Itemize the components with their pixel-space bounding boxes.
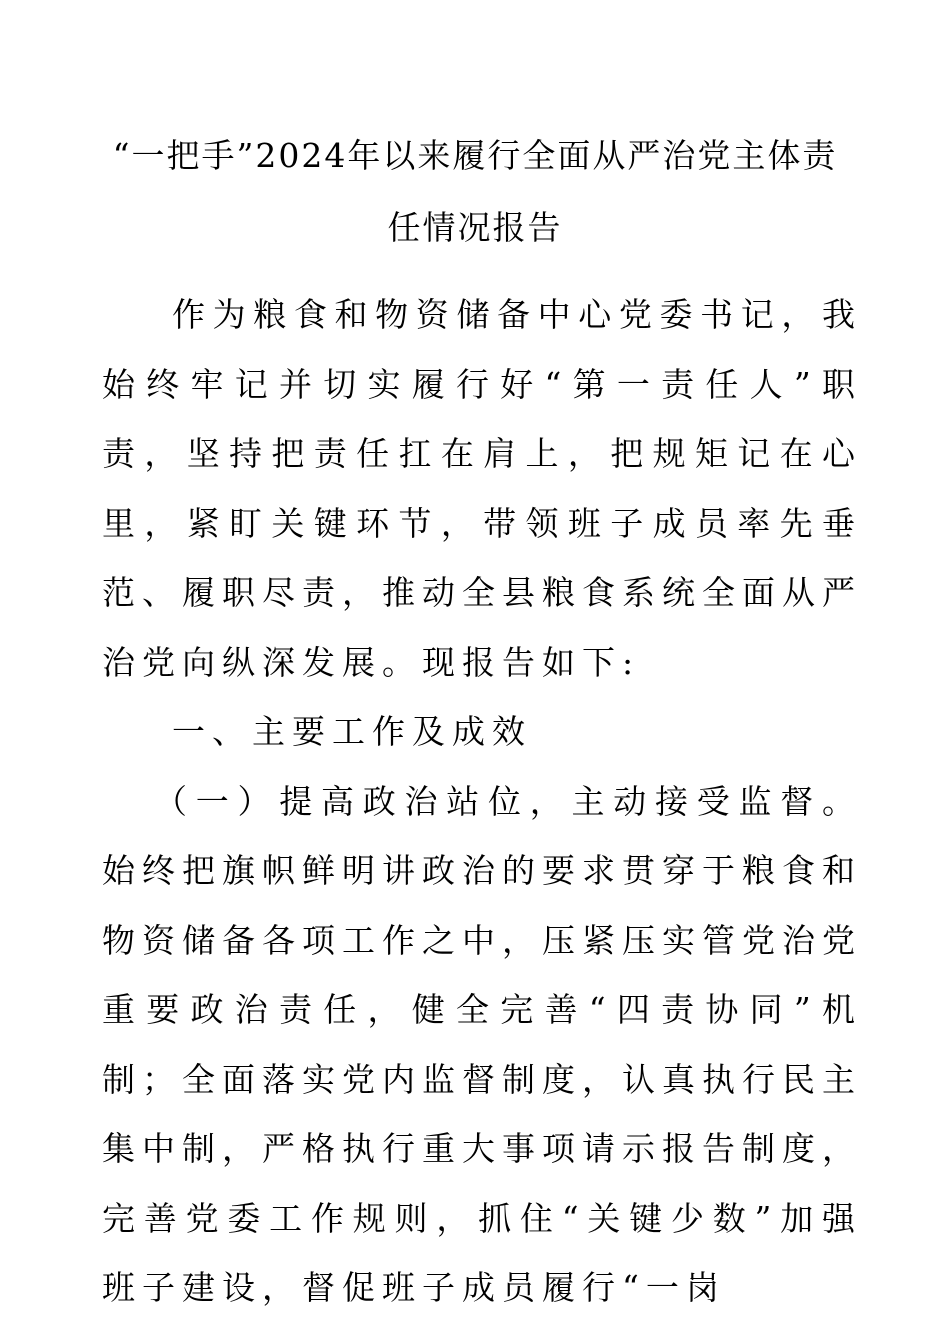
document-body <box>102 280 862 1323</box>
intro-paragraph: 作为粮食和物资储备中心党委书记，我始终牢记并切实履行好“第一责任人”职责，坚持把责任扛在肩上，把规矩记在心里，紧盯关键环节，带领班子成员率先垂范、履职尽责，推动全县粮食系统全面从严治党向纵深发展。现报告如下: <box>102 295 862 682</box>
subsection-paragraph: （一）提高政治站位，主动接受监督。始终把旗帜鲜明讲政治的要求贯穿于粮食和物资储备各项工作之中，压紧压实管党治党重要政治责任，健全完善“四责协同”机制；全面落实党内监督制度，认真执行民主集中制，严格执行重大事项请示报告制度，完善党委工作规则，抓住“关键少数”加强班子建设，督促班子成员履行“一岗 <box>102 781 862 1307</box>
document-title-line-1: “一把手”2024年以来履行全面从严治党主体责 <box>112 136 838 175</box>
document-title-line-2: 任情况报告 <box>387 208 563 247</box>
section-heading: 一、主要工作及成效 <box>172 712 532 751</box>
